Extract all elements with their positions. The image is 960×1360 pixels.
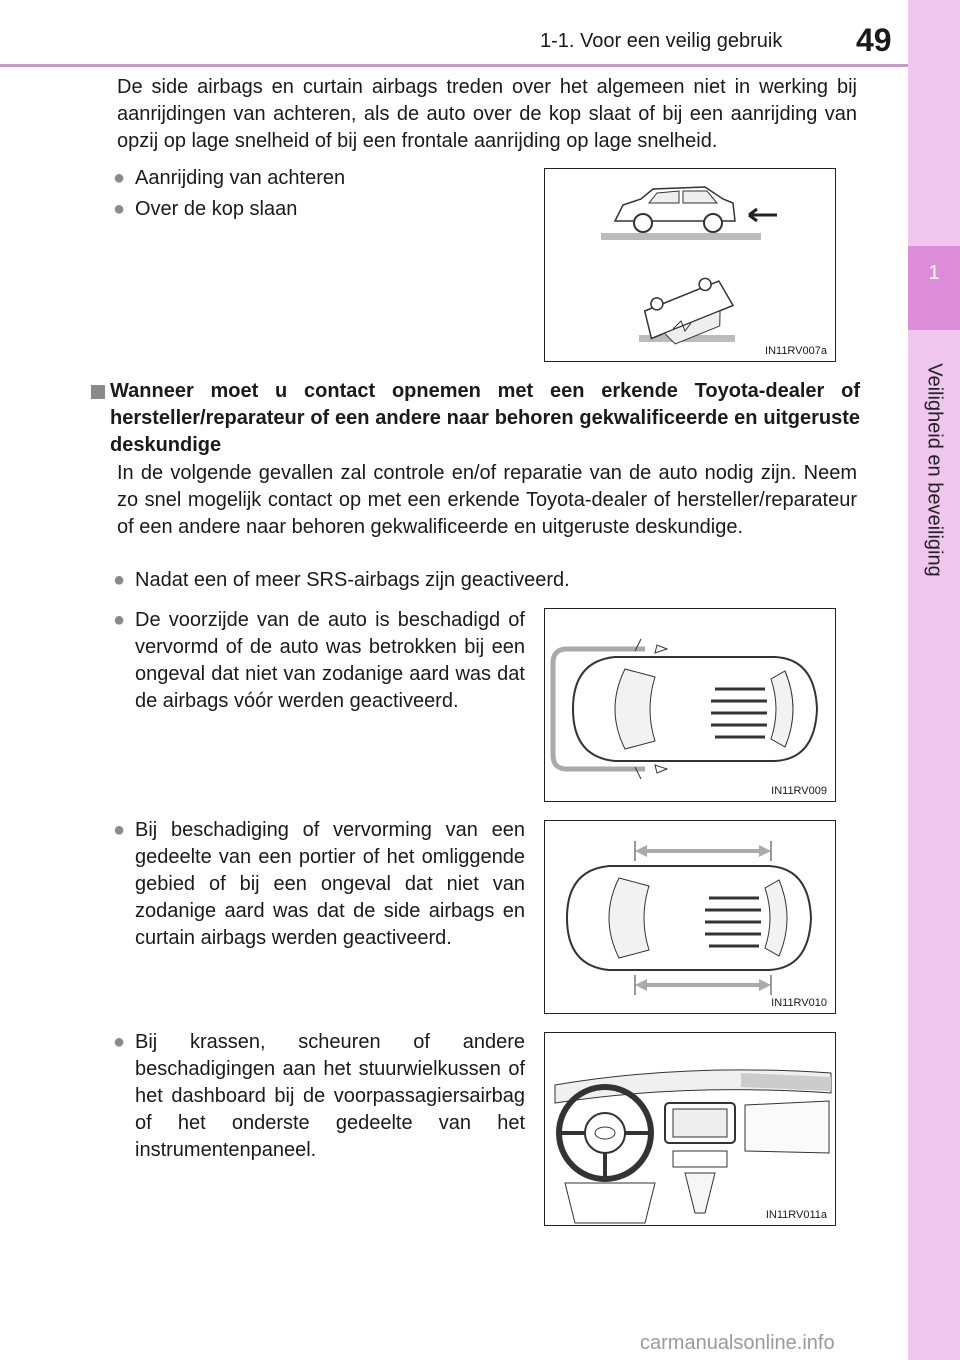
bullet-icon: ● xyxy=(113,198,126,220)
list-item-text: Nadat een of meer SRS-airbags zijn geactiveerd. xyxy=(135,569,570,591)
bullet-icon: ● xyxy=(113,1031,126,1053)
list-item xyxy=(113,607,525,715)
watermark: carmanualsonline.info xyxy=(640,1332,835,1354)
dashboard-steering-wheel-illustration xyxy=(545,1033,835,1225)
list-item-text: Over de kop slaan xyxy=(135,198,298,220)
figure-rear-collision-rollover xyxy=(544,168,836,362)
page-number: 49 xyxy=(856,22,892,58)
list-item xyxy=(113,817,525,952)
figure-code: IN11RV009 xyxy=(771,785,827,797)
list-item xyxy=(113,165,515,192)
bullet-icon: ● xyxy=(113,819,126,841)
section-heading-text: Wanneer moet u contact opnemen met een erkende Toyota-dealer of hersteller/reparateur of een andere naar behoren gekwalificeerde en uitgeruste deskundige xyxy=(110,380,860,456)
chapter-number: 1 xyxy=(928,262,940,284)
car-top-view-side-highlight xyxy=(545,821,835,1013)
intro-paragraph: De side airbags en curtain airbags treden over het algemeen niet in werking bij aanrijdingen van achteren, als de auto over de kop slaat of bij een aanrijding van opzij op lage snelheid of bij een frontale aanrijding op lage snelheid. xyxy=(117,76,857,152)
figure-code: IN11RV007a xyxy=(765,345,827,357)
chapter-tab-highlight xyxy=(908,246,960,330)
bullet-icon: ● xyxy=(113,569,126,591)
bullet-icon: ● xyxy=(113,609,126,631)
list-item-text: Aanrijding van achteren xyxy=(135,167,346,189)
list-item xyxy=(113,196,515,223)
list-item-text: Bij krassen, scheuren of andere beschadigingen aan het stuurwielkussen of het dashboard bij de voorpassagiersairbag of het onderste gedeelte van het instrumentenpaneel. xyxy=(135,1031,525,1161)
figure-dashboard xyxy=(544,1032,836,1226)
header-divider xyxy=(0,64,908,67)
chapter-side-tab xyxy=(908,0,960,1360)
figure-code: IN11RV010 xyxy=(771,997,827,1009)
car-top-view-front-highlight xyxy=(545,609,835,801)
list-item-text: De voorzijde van de auto is beschadigd of vervormd of de auto was betrokken bij een ongeval dat niet van zodanige aard was dat de airbags vóór werden geactiveerd. xyxy=(135,609,525,712)
list-item-text: Bij beschadiging of vervorming van een gedeelte van een portier of het omliggende gebied of bij een ongeval dat niet van zodanige aard was dat de side airbags en curtain airbags werden geactiveerd. xyxy=(135,819,525,949)
section-heading xyxy=(110,378,860,459)
list-item xyxy=(113,567,855,594)
figure-front-damage xyxy=(544,608,836,802)
bullet-icon: ● xyxy=(113,167,126,189)
list-item xyxy=(113,1029,525,1164)
figure-side-damage xyxy=(544,820,836,1014)
chapter-title: Veiligheid en beveiliging xyxy=(923,363,946,577)
running-header: 1-1. Voor een veilig gebruik xyxy=(540,30,783,52)
section-paragraph: In de volgende gevallen zal controle en/of reparatie van de auto nodig zijn. Neem zo snel mogelijk contact op met een erkende Toyota-dealer of hersteller/reparateur of een andere naar behoren gekwalificeerde en uitgeruste deskundige. xyxy=(117,462,857,538)
figure-code: IN11RV011a xyxy=(765,1209,827,1221)
square-bullet-icon xyxy=(91,385,105,399)
car-side-and-rollover-illustration xyxy=(545,169,835,361)
